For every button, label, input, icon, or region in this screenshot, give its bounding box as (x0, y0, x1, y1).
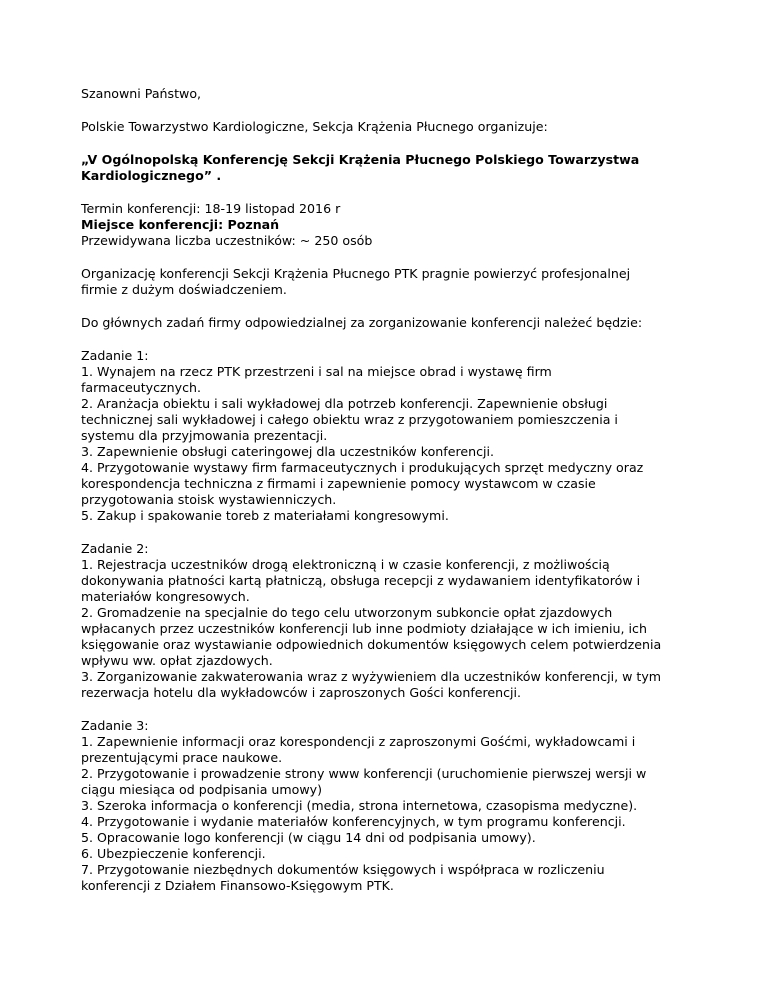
task-heading: Zadanie 1: (81, 348, 149, 363)
task-line: 5. Zakup i spakowanie toreb z materiałami kongresowymi. (81, 508, 449, 523)
conference-title (81, 152, 691, 184)
task-line: farmaceutycznych. (81, 380, 202, 395)
task-line: systemu dla przyjmowania prezentacji. (81, 428, 328, 443)
task-3-section (81, 718, 691, 894)
conference-term: Termin konferencji: 18-19 listopad 2016 r (81, 201, 341, 216)
task-line: 5. Opracowanie logo konferencji (w ciągu 14 dni od podpisania umowy). (81, 830, 536, 845)
organization-line: Organizację konferencji Sekcji Krążenia Płucnego PTK pragnie powierzyć profesjonalnej (81, 266, 631, 281)
task-line: 3. Zorganizowanie zakwaterowania wraz z wyżywieniem dla uczestników konferencji, w tym (81, 669, 662, 684)
task-line: wpływu ww. opłat zjazdowych. (81, 653, 273, 668)
conference-participants: Przewidywana liczba uczestników: ~ 250 osób (81, 233, 373, 248)
conference-place: Miejsce konferencji: Poznań (81, 217, 280, 232)
task-line: 4. Przygotowanie i wydanie materiałów konferencyjnych, w tym programu konferencji. (81, 814, 626, 829)
task-line: ciągu miesiąca od podpisania umowy) (81, 782, 323, 797)
task-line: 3. Szeroka informacja o konferencji (media, strona internetowa, czasopisma medyczne). (81, 798, 638, 813)
organization-text (81, 266, 691, 298)
task-line: 6. Ubezpieczenie konferencji. (81, 846, 266, 861)
document-page (81, 86, 691, 911)
task-line: księgowanie oraz wystawianie odpowiednich dokumentów księgowych celem potwierdzenia (81, 637, 662, 652)
task-heading: Zadanie 2: (81, 541, 149, 556)
greeting: Szanowni Państwo, (81, 86, 202, 101)
task-line: materiałów kongresowych. (81, 589, 250, 604)
task-line: 1. Zapewnienie informacji oraz korespondencji z zaproszonymi Gośćmi, wykładowcami i (81, 734, 636, 749)
organization-line: firmie z dużym doświadczeniem. (81, 282, 287, 297)
task-1-section (81, 348, 691, 524)
task-line: 1. Rejestracja uczestników drogą elektroniczną i w czasie konferencji, z możliwością (81, 557, 610, 572)
task-line: dokonywania płatności kartą płatniczą, obsługa recepcji z wydawaniem identyfikatorów i (81, 573, 641, 588)
conference-title-line: „V Ogólnopolską Konferencję Sekcji Krążenia Płucnego Polskiego Towarzystwa (81, 152, 640, 167)
task-line: 2. Aranżacja obiektu i sali wykładowej dla potrzeb konferencji. Zapewnienie obsługi (81, 396, 608, 411)
task-line: technicznej sali wykładowej i całego obiektu wraz z przygotowaniem pomieszczenia i (81, 412, 618, 427)
task-2-section (81, 541, 691, 701)
task-line: 7. Przygotowanie niezbędnych dokumentów księgowych i współpraca w rozliczeniu (81, 862, 605, 877)
task-line: 4. Przygotowanie wystawy firm farmaceutycznych i produkujących sprzęt medyczny oraz (81, 460, 644, 475)
task-line: rezerwacja hotelu dla wykładowców i zaproszonych Gości konferencji. (81, 685, 522, 700)
conference-details (81, 201, 691, 249)
task-line: przygotowania stoisk wystawienniczych. (81, 492, 337, 507)
task-line: 2. Gromadzenie na specjalnie do tego celu utworzonym subkoncie opłat zjazdowych (81, 605, 613, 620)
task-line: 2. Przygotowanie i prowadzenie strony www konferencji (uruchomienie pierwszej wersji w (81, 766, 647, 781)
task-line: 3. Zapewnienie obsługi cateringowej dla uczestników konferencji. (81, 444, 494, 459)
conference-title-line: Kardiologicznego” . (81, 168, 222, 183)
tasks-intro: Do głównych zadań firmy odpowiedzialnej za zorganizowanie konferencji należeć będzie: (81, 315, 643, 330)
task-line: 1. Wynajem na rzecz PTK przestrzeni i sal na miejsce obrad i wystawę firm (81, 364, 552, 379)
task-line: konferencji z Działem Finansowo-Księgowym PTK. (81, 878, 394, 893)
task-heading: Zadanie 3: (81, 718, 149, 733)
task-line: korespondencja techniczna z firmami i zapewnienie pomocy wystawcom w czasie (81, 476, 596, 491)
task-line: wpłacanych przez uczestników konferencji lub inne podmioty działające w ich imieniu, ich (81, 621, 647, 636)
task-line: prezentującymi prace naukowe. (81, 750, 283, 765)
intro-text: Polskie Towarzystwo Kardiologiczne, Sekcja Krążenia Płucnego organizuje: (81, 119, 548, 134)
